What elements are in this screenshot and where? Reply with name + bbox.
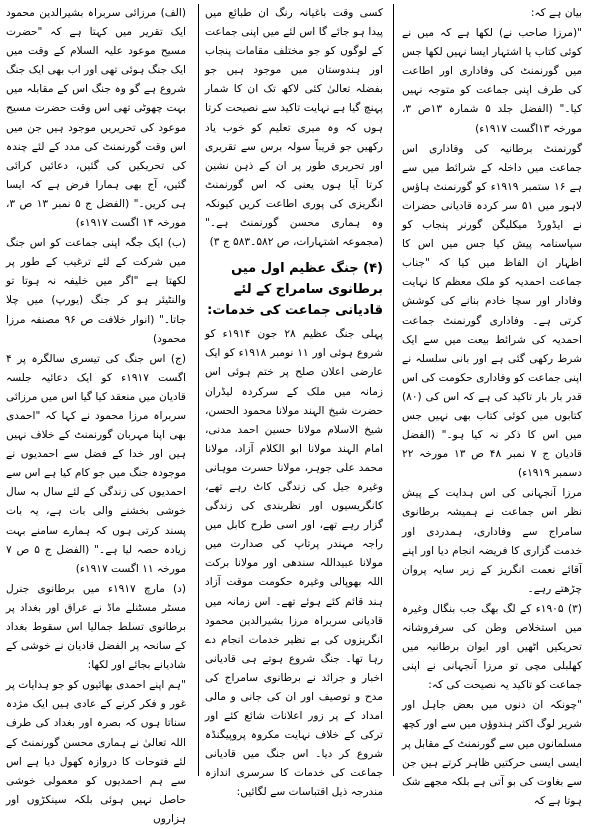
column-divider — [393, 4, 394, 776]
column-left — [6, 4, 187, 825]
paragraph: (ب) ایک جگہ اپنی جماعت کو اس جنگ میں شرکت کے لئے ترغیب کے طور پر لکھتا ہے "اگر میں خلیفہ نہ ہوتا تو والنٹیئر ہو کر جنگ (یورپ) میں چلا جاتا۔" (انوار خلافت ص ۹۶ مصنفہ مرزا محمود) — [6, 237, 186, 345]
paragraph: پہلی جنگ عظیم ۲۸ جون ۱۹۱۴ء کو شروع ہوئی اور ۱۱ نومبر ۱۹۱۸ء کو ایک عارضی اعلان صلح پر ختم ہوئی اس زمانہ میں ملک کے سرکردہ لیڈران حضرت شیخ الہند مولانا محمود الحسن، شیخ الاسلام مولانا حسین احمد مدنی، امام الہند مولانا ابو الکلام آزاد، مولانا محمد علی جوہر، مولانا حسرت موہانی وغیرہ جیل کی زندگی کاٹ رہے تھے، کانگریسیوں اور نظربندی کی زندگی گزار رہے تھے، اور اسی طرح کابل میں راجہ مہندر پرتاپ کی صدارت میں مولانا عبیداللہ سندھی اور مولانا برکت اللہ بھوپالی وغیرہ حکومت موقت آزاد ہند قائم کئے ہوئے تھے۔ اس زمانہ میں قادیانی سربراہ مرزا بشیرالدین محمود انگریزوں کی بے نظیر خدمات انجام دے رہا تھا۔ جنگ شروع ہوتے ہی قادیانی اخبار و جرائد نے برطانوی سامراج کی مدح و توصیف اور ان کی جانی و مالی امداد کے پر زور اعلانات شائع کئے اور ترکی کے خلاف نہایت مکروہ پروپیگنڈہ شروع کر دیا۔ اس جنگ میں قادیانی جماعت کی خدمات کا سرسری اندازہ مندرجہ ذیل اقتباسات سے لگائیں: — [205, 328, 383, 799]
paragraph: "ہم اپنے احمدی بھائیوں کو جو ہدایات پر غور و فکر کرنے کے عادی ہیں ایک مژدہ سناتا ہوں کہ بصرہ اور بغداد کی طرف اللہ تعالیٰ نے ہماری محسن گورنمنٹ کے لئے فتوحات کا دروازہ کھول دیا ہے اس سے ہم احمدیوں کو معمولی خوشی حاصل نہیں ہوئی بلکہ سینکڑوں اور ہزاروں — [6, 679, 186, 825]
paragraph: بیان ہے کہ: — [530, 7, 582, 19]
paragraph: (ج) اس جنگ کی تیسری سالگرہ پر ۴ اگست ۱۹۱۷ء کو ایک دعائیہ جلسہ قادیان میں منعقد کیا گیا اس میں مرزائی سربراہ مرزا محمود نے کہا کہ "احمدی بھی اپنا مہربان گورنمنٹ کے خلاف نہیں ہیں اور خدا کے فضل سے احمدیوں نے موجودہ جنگ میں جو کام کیا ہے اس سے احمدیوں کی زندگی کے لئے سال بہ سال خوشی بخشنے والی بات ہے، یہ بات پسند کرتی ہوں کہ ہمارے سامنے بہت زیادہ حصہ لیا ہے۔" (الفضل ج ۵ ص ۷ مورخہ ۱۱ اگست ۱۹۱۷ء) — [6, 352, 186, 575]
paragraph: گورنمنٹ برطانیہ کی وفاداری اس جماعت میں داخلہ کے شرائط میں سے ہے ۱۶ ستمبر ۱۹۱۹ء کو گورنمنٹ ہاؤس لاہور میں ۵۱ سر کردہ قادیانی حضرات نے ایڈورڈ میکلیگن گورنر پنجاب کو سپاسنامہ پیش کیا جس میں اس کا اظہار ان الفاظ میں کیا کہ "جناب جماعت احمدیہ کو ملک معظم کا نہایت وفادار اور سچا خادم بنانے کی کوشش کرتی ہے۔ وفاداری گورنمنٹ جماعت احمدیہ کی شرائط بیعت میں سے ایک شرط رکھی گئی ہے اور بانی سلسلہ نے اپنی جماعت کو وفاداری حکومت کی اس قدر بار بار تاکید کی ہے کہ اس کی (۸۰) کتابوں میں کوئی کتاب بھی نہیں جس میں اس کا ذکر نہ کیا ہو۔" (الفضل قادیان ج ۷ نمبر ۴۸ ص ۱۳ مورخہ ۲۲ دسمبر ۱۹۱۹ء) — [402, 142, 582, 480]
column-divider — [198, 4, 199, 776]
paragraph: "چونکہ ان دنوں میں بعض جاہل اور شریر لوگ اکثر ہندوؤں میں سے اور کچھ مسلمانوں میں سے گورنمنٹ کے مقابل پر ایسی ایسی حرکتیں ظاہر کرتے ہیں جن سے بغاوت کی بو آتی ہے بلکہ مجھے شک ہوتا ہے کہ — [402, 699, 582, 807]
section-heading: (۴) جنگ عظیم اول میں برطانوی سامراج کے لئے قادیانی جماعت کی خدمات: — [207, 261, 383, 319]
column-middle — [205, 4, 383, 799]
paragraph: (د) مارچ ۱۹۱۷ء میں برطانوی جنرل مسٹر مسٹنلے ماڈ نے عراق اور بغداد پر برطانوی تسلط جمالیا اس سقوط بغداد کے سانحہ پر الفضل قادیان نے خوشی کے شادیانے بجائے اور لکھا: — [6, 582, 186, 672]
paragraph: "(مرزا صاحب نے) لکھا ہے کہ میں نے کوئی کتاب یا اشتہار ایسا نہیں لکھا جس میں گورنمنٹ کی وفاداری اور اطاعت کی طرف اپنی جماعت کو متوجہ نہیں کیا۔" (الفضل جلد ۵ شمارہ ۱۳ص ۳، مورخہ ۱۳اگست ۱۹۱۷ء) — [402, 27, 582, 135]
paragraph: کسی وقت باغیانہ رنگ ان طبائع میں پیدا ہو جائے گا اس لئے میں اپنی جماعت کے لوگوں کو جو مختلف مقامات پنجاب اور ہندوستان میں موجود ہیں جو بفضلہ تعالیٰ کئی لاکھ تک ان کا شمار پہنچ گیا ہے نہایت تاکید سے نصیحت کرتا ہوں کہ وہ میری تعلیم کو خوب یاد رکھیں جو قریباً سولہ برس سے تقریری اور تحریری طور پر ان کے ذہن نشین کرتا آیا ہوں یعنی کہ اس گورنمنٹ انگریزی کی پوری اطاعت کریں کیونکہ وہ ہماری محسن گورنمنٹ ہے۔" (مجموعہ اشتہارات، ص ۵۸۲۔۵۸۳ ج ۳) — [205, 7, 383, 249]
column-right — [402, 4, 582, 807]
paragraph: (۳) ۱۹۰۵ء کے لگ بھگ جب بنگال وغیرہ میں استخلاص وطن کی سرفروشانہ تحریکیں اٹھیں اور ایوان برطانیہ میں کھلبلی مچی تو مرزا آنجہانی نے اپنی جماعت کو تاکید یہ نصیحت کی کہ: — [402, 602, 582, 692]
paragraph: (الف) مرزائی سربراہ بشیرالدین محمود ایک تقریر میں کہتا ہے کہ "حضرت مسیح موعود علیہ السلام کے وقت میں ایک جنگ ہوئی تھی اور اب بھی ایک جنگ شروع ہے گو وہ جنگ اس کے مقابلہ میں بہت چھوٹی تھی اس وقت حضرت مسیح موعود کی تحریریں موجود ہیں جن میں اس وقت گورنمنٹ کی مدد کے لئے چندہ کی تحریکیں کی گئیں، دعائیں کرائی گئیں، آج بھی ہمارا فرض ہے کہ ایسا ہی کریں۔" (الفضل ج ۵ نمبر ۱۳ ص ۳، مورخہ ۱۴ اگست ۱۹۱۷ء) — [6, 7, 187, 230]
paragraph: مرزا آنجہانی کی اس ہدایت کے پیش نظر اس جماعت نے ہمیشہ برطانوی سامراج سے وفاداری، ہمدردی اور خدمت گزاری کا فریضہ انجام دیا اور اپنے آقائے نعمت انگریز کے زیر سایہ پروان چڑھتے رہے۔ — [402, 487, 582, 595]
